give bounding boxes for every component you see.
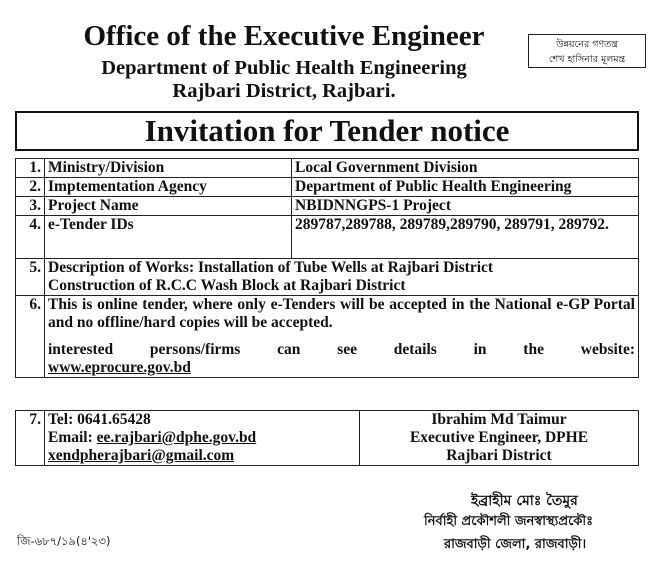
email-link-1[interactable]: ee.rajbari@dphe.gov.bd <box>96 429 257 446</box>
bangla-signatory-designation: নির্বাহী প্রকৌশলী জনস্বাস্থ্যপ্রকৌঃ <box>424 514 594 529</box>
row-value: Local Government Division <box>292 159 639 178</box>
signatory-name: Ibrahim Md Taimur <box>431 411 567 428</box>
contact-table <box>15 410 639 466</box>
row-number: 7. <box>16 411 45 466</box>
reference-number: জি-৬৮৭/১৯(৪'২৩) <box>17 534 111 548</box>
online-tender-text: This is online tender, where only e-Tenders will be accepted in the National e-GP Portal and no offline/hard copies will be accepted. <box>48 296 635 331</box>
row-label: e-Tender IDs <box>45 216 292 259</box>
stamp-line-2: শেখ হাসিনার মূলমন্ত্র <box>548 54 626 65</box>
table-row <box>16 159 639 178</box>
department-name: Department of Public Health Engineering <box>101 57 467 79</box>
email-link-2[interactable]: xendpherajbari@gmail.com <box>48 447 235 464</box>
works-line-1: Description of Works: Installation of Tube Wells at Rajbari District <box>48 259 494 276</box>
works-line-2: Construction of R.C.C Wash Block at Rajbari District <box>48 277 406 294</box>
row-number: 3. <box>16 197 45 216</box>
notice-title: Invitation for Tender notice <box>15 111 639 151</box>
row-number: 5. <box>16 259 45 296</box>
office-title: Office of the Executive Engineer <box>83 20 485 52</box>
signatory-designation: Executive Engineer, DPHE <box>409 429 589 446</box>
row-value: 289787,289788, 289789,289790, 289791, 289792. <box>292 216 639 259</box>
row-label: Ministry/Division <box>45 159 292 178</box>
website-link[interactable]: www.eprocure.gov.bd <box>48 359 191 376</box>
row-number: 2. <box>16 178 45 197</box>
email-label: Email: <box>48 429 97 446</box>
row-number: 1. <box>16 159 45 178</box>
bangla-signatory-name: ইব্রাহীম মোঃ তৈমুর <box>471 493 578 509</box>
telephone: Tel: 0641.65428 <box>48 411 151 428</box>
table-row <box>16 216 639 259</box>
bangla-signatory-location: রাজবাড়ী জেলা, রাজবাড়ী। <box>444 537 587 552</box>
email-line <box>48 429 356 447</box>
row-value: Department of Public Health Engineering <box>292 178 639 197</box>
slogan-stamp <box>528 34 646 68</box>
district-name: Rajbari District, Rajbari. <box>172 80 396 102</box>
online-tender-note <box>45 296 639 378</box>
table-row <box>16 197 639 216</box>
row-number: 4. <box>16 216 45 259</box>
table-row <box>16 411 639 466</box>
table-row <box>16 259 639 296</box>
row-label: Imptementation Agency <box>45 178 292 197</box>
tender-table <box>15 158 639 378</box>
row-label: Project Name <box>45 197 292 216</box>
website-note: interested persons/firms can see details in the website: <box>48 341 635 358</box>
signatory-office: Rajbari District <box>446 447 552 464</box>
table-row <box>16 296 639 378</box>
contact-details <box>45 411 360 466</box>
row-number: 6. <box>16 296 45 378</box>
works-description <box>45 259 639 296</box>
table-row <box>16 178 639 197</box>
stamp-line-1: উন্নয়নের গণতন্ত্র <box>556 39 618 50</box>
signatory <box>360 411 639 466</box>
row-value: NBIDNNGPS-1 Project <box>292 197 639 216</box>
